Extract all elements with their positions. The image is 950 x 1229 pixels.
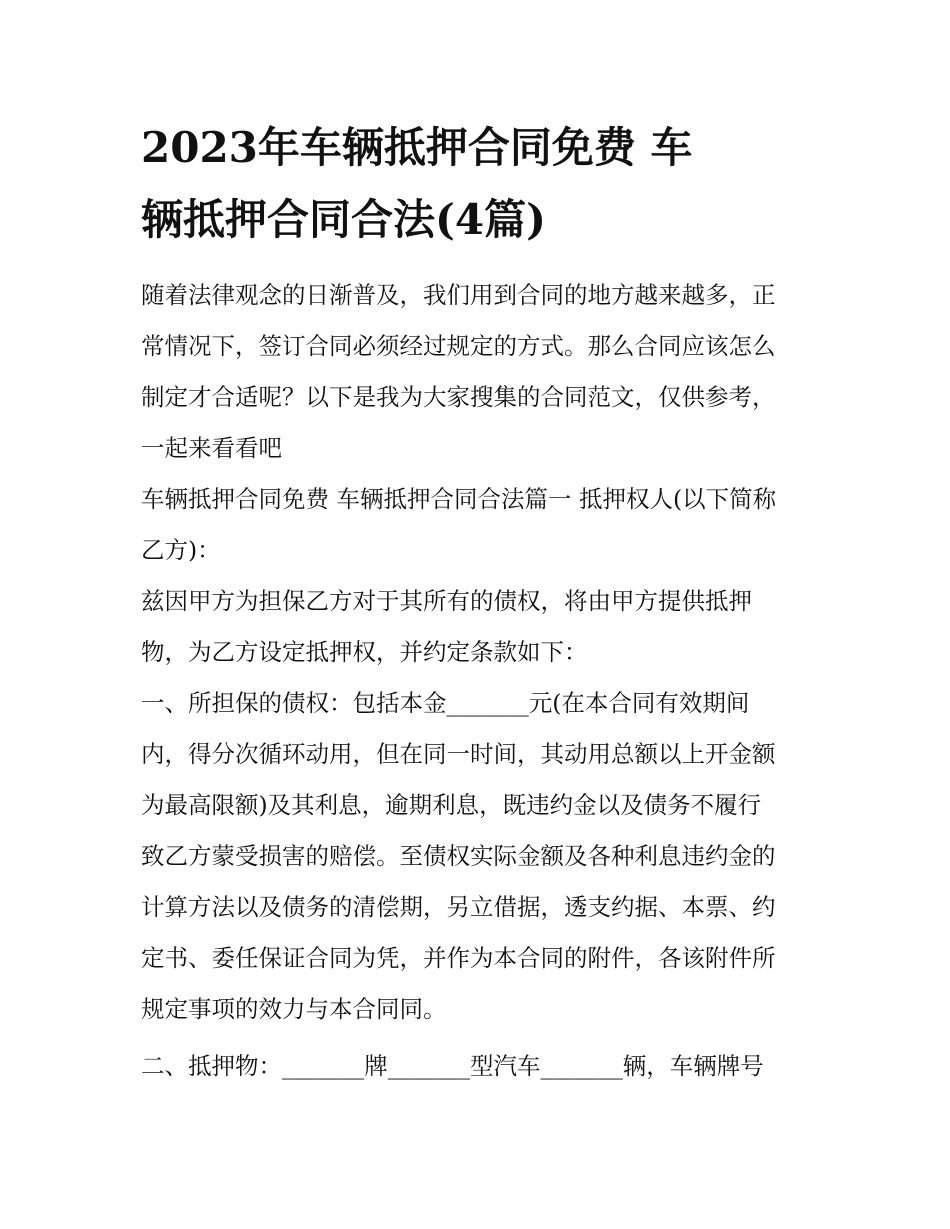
preamble-paragraph — [141, 576, 811, 678]
text-line: 制定才合适呢？以下是我为大家搜集的合同范文，仅供参考， — [141, 383, 776, 411]
text-line: 常情况下，签订合同必须经过规定的方式。那么合同应该怎么 — [141, 332, 776, 360]
clause-1-paragraph — [141, 678, 811, 1035]
text-line: 内，得分次循环动用，但在同一时间，其动用总额以上开金额 — [141, 740, 776, 768]
text-line: 一起来看看吧 — [141, 434, 282, 462]
text-line: 兹因甲方为担保乙方对于其所有的债权，将由甲方提供抵押 — [141, 587, 752, 615]
text-line: 规定事项的效力与本合同同。 — [141, 995, 447, 1023]
clause-2-paragraph — [141, 1041, 811, 1092]
document-body — [141, 270, 811, 1092]
text-line: 随着法律观念的日渐普及，我们用到合同的地方越来越多，正 — [141, 281, 776, 309]
text-line: 定书、委任保证合同为凭，并作为本合同的附件，各该附件所 — [141, 944, 776, 972]
section-heading-paragraph — [141, 474, 811, 576]
title-line: 辆抵押合同合法(4篇) — [141, 195, 546, 244]
intro-paragraph — [141, 270, 811, 474]
document-content — [141, 112, 811, 1092]
text-line: 为最高限额)及其利息，逾期利息，既违约金以及债务不履行 — [141, 791, 762, 819]
text-line: 计算方法以及债务的清偿期，另立借据，透支约据、本票、约 — [141, 893, 776, 921]
text-line: 一、所担保的债权：包括本金_______元(在本合同有效期间 — [141, 689, 750, 717]
text-line: 乙方)： — [141, 536, 221, 564]
text-line: 车辆抵押合同免费 车辆抵押合同合法篇一 抵押权人(以下简称 — [141, 485, 777, 513]
text-line: 物，为乙方设定抵押权，并约定条款如下： — [141, 638, 588, 666]
title-line: 2023年车辆抵押合同免费 车 — [141, 123, 693, 172]
text-line: 二、抵押物：_______牌_______型汽车_______辆，车辆牌号 — [141, 1052, 764, 1080]
text-line: 致乙方蒙受损害的赔偿。至债权实际金额及各种利息违约金的 — [141, 842, 776, 870]
document-title — [141, 112, 811, 256]
